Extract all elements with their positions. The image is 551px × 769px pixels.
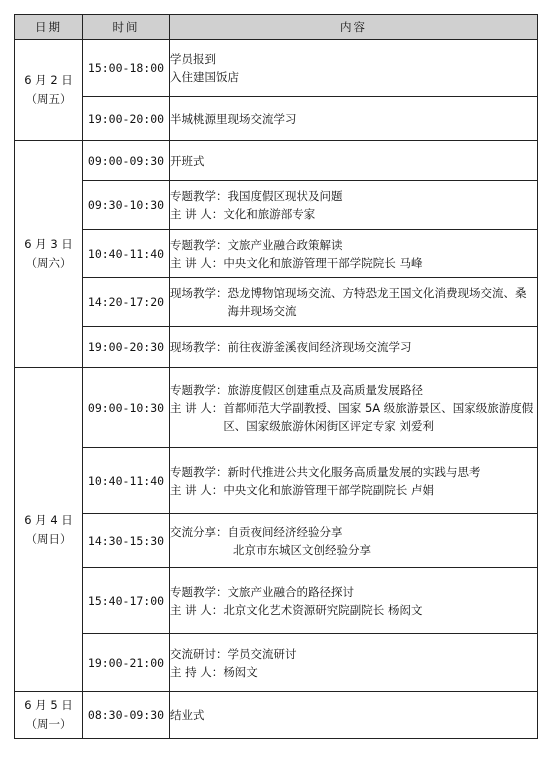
table-row (15, 368, 538, 448)
date-cell (15, 141, 83, 368)
content-line (170, 284, 537, 320)
table-row (15, 40, 538, 97)
content-line (170, 645, 537, 663)
table-row (15, 141, 538, 181)
table-row (15, 634, 538, 692)
content-line (170, 463, 537, 481)
table-row (15, 97, 538, 141)
content-cell (170, 97, 538, 141)
table-row (15, 327, 538, 368)
time-cell: 09:00-09:30 (83, 141, 170, 181)
date-label: 6 月 4 日 (24, 512, 73, 527)
header-time: 时间 (83, 15, 170, 40)
time-cell: 09:00-10:30 (83, 368, 170, 448)
line-label: 主 讲 人： (170, 482, 224, 497)
line-text: 首都师范大学副教授、国家 5A 级旅游景区、国家级旅游度假区、国家级旅游休闲街区评定专家 刘爱利 (223, 400, 534, 433)
date-cell (15, 40, 83, 141)
line-text: 旅游度假区创建重点及高质量发展路径 (227, 382, 423, 397)
content-cell (170, 568, 538, 634)
line-label: 主 讲 人： (170, 400, 224, 415)
time-cell: 15:40-17:00 (83, 568, 170, 634)
line-text: 文化和旅游部专家 (223, 207, 316, 221)
content-cell (170, 278, 538, 327)
header-content: 内容 (170, 15, 538, 40)
time-cell: 10:40-11:40 (83, 230, 170, 278)
line-text: 北京文化艺术资源研究院副院长 杨闳文 (223, 602, 423, 617)
line-text: 恐龙博物馆现场交流、方特恐龙王国文化消费现场交流、桑海井现场交流 (227, 286, 527, 318)
table-row (15, 448, 538, 514)
content-line (170, 236, 537, 254)
content-line: 开班式 (170, 153, 205, 168)
weekday-label: （周五） (25, 92, 72, 106)
content-cell (170, 327, 538, 368)
content-line (170, 663, 537, 681)
content-cell (170, 692, 538, 739)
line-text: 北京市东城区文创经验分享 (233, 542, 371, 557)
header-date: 日期 (15, 15, 83, 40)
table-row (15, 514, 538, 568)
time-cell: 15:00-18:00 (83, 40, 170, 97)
header-row (15, 15, 538, 40)
line-text: 新时代推进公共文化服务高质量发展的实践与思考 (227, 464, 481, 479)
table-row (15, 278, 538, 327)
line-label: 专题教学： (170, 237, 228, 252)
line-text: 中央文化和旅游管理干部学院院长 马峰 (223, 255, 423, 270)
content-cell (170, 230, 538, 278)
line-text: 文旅产业融合政策解读 (227, 237, 343, 252)
line-label: 交流分享： (170, 524, 228, 539)
weekday-label: （周一） (25, 717, 72, 731)
content-cell (170, 181, 538, 230)
line-label: 主 持 人： (170, 664, 224, 679)
line-label: 专题教学： (170, 464, 228, 479)
content-line (170, 254, 537, 272)
date-label: 6 月 2 日 (24, 73, 73, 87)
content-line (170, 187, 537, 205)
weekday-label: （周六） (25, 256, 72, 270)
time-cell: 08:30-09:30 (83, 692, 170, 739)
content-line: 结业式 (170, 708, 205, 722)
content-cell (170, 40, 538, 97)
content-cell (170, 448, 538, 514)
time-cell: 14:30-15:30 (83, 514, 170, 568)
content-line (170, 523, 537, 541)
schedule-body (15, 15, 538, 739)
date-label: 6 月 5 日 (24, 698, 73, 712)
time-cell: 10:40-11:40 (83, 448, 170, 514)
content-line: 入住建国饭店 (170, 70, 239, 84)
line-label: 专题教学： (170, 189, 228, 203)
table-row (15, 568, 538, 634)
date-cell (15, 368, 83, 692)
line-label: 现场教学： (170, 340, 228, 354)
content-cell (170, 514, 538, 568)
content-line (170, 481, 537, 499)
date-label: 6 月 3 日 (24, 237, 73, 251)
line-text: 文旅产业融合的路径探讨 (227, 584, 354, 599)
table-row (15, 181, 538, 230)
line-label: 专题教学： (170, 584, 228, 599)
time-cell: 19:00-20:30 (83, 327, 170, 368)
date-cell (15, 692, 83, 739)
content-cell (170, 368, 538, 448)
content-line (170, 205, 537, 223)
line-text: 我国度假区现状及问题 (227, 189, 343, 203)
line-label: 主 讲 人： (170, 207, 224, 221)
table-row (15, 230, 538, 278)
content-line (170, 541, 537, 559)
weekday-label: （周日） (25, 531, 72, 546)
line-label: 主 讲 人： (170, 255, 224, 270)
content-line: 半城桃源里现场交流学习 (170, 111, 297, 126)
content-line (170, 338, 537, 356)
content-line (170, 381, 537, 399)
line-text: 杨闳文 (223, 664, 258, 679)
line-label: 主 讲 人： (170, 602, 224, 617)
line-text: 中央文化和旅游管理干部学院副院长 卢娟 (223, 482, 434, 497)
content-cell (170, 141, 538, 181)
time-cell: 14:20-17:20 (83, 278, 170, 327)
content-line: 学员报到 (170, 52, 216, 66)
line-text: 前往夜游釜溪夜间经济现场交流学习 (227, 340, 412, 354)
line-label: 专题教学： (170, 382, 228, 397)
time-cell: 19:00-20:00 (83, 97, 170, 141)
time-cell: 09:30-10:30 (83, 181, 170, 230)
line-text: 自贡夜间经济经验分享 (227, 524, 343, 539)
schedule-table (14, 14, 538, 739)
line-label: 现场教学： (170, 286, 228, 300)
content-cell (170, 634, 538, 692)
time-cell: 19:00-21:00 (83, 634, 170, 692)
table-row (15, 692, 538, 739)
content-line (170, 399, 537, 435)
line-label: 交流研讨： (170, 646, 228, 661)
line-text: 学员交流研讨 (227, 646, 297, 661)
content-line (170, 601, 537, 619)
content-line (170, 583, 537, 601)
